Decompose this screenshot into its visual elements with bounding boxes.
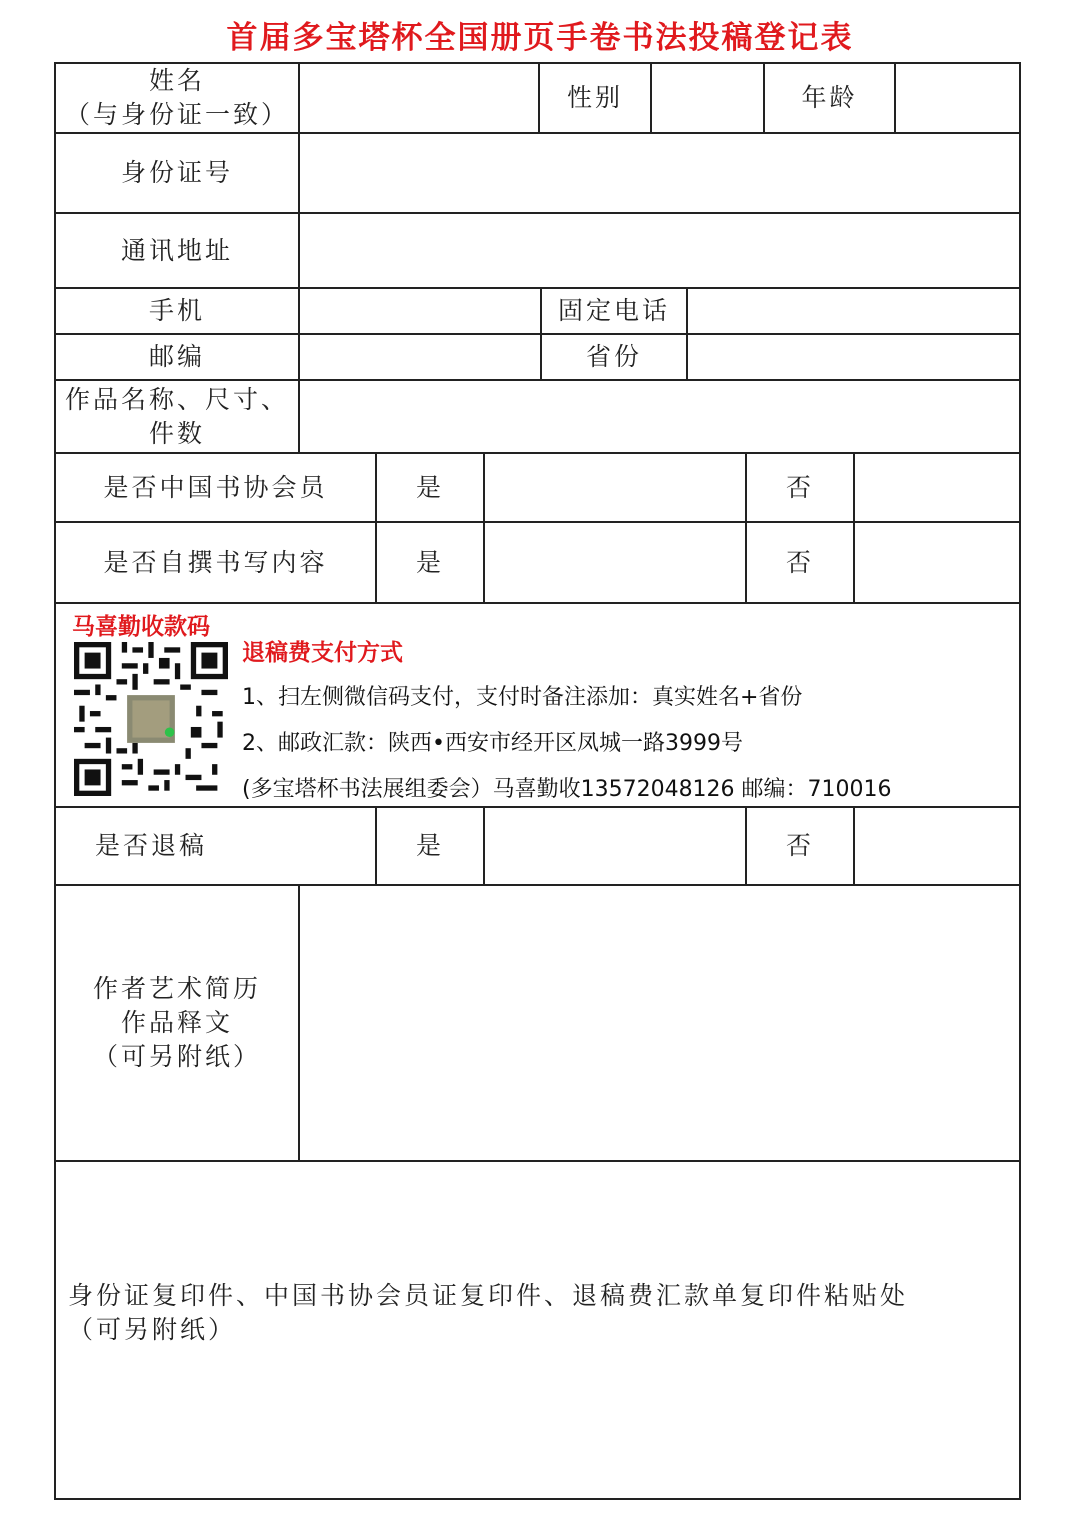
payment-line-1: 1、扫左侧微信码支付，支付时备注添加：真实姓名+省份 (242, 685, 803, 710)
bio-field[interactable] (300, 886, 1021, 1160)
payment-line-2: 2、邮政汇款：陕西•西安市经开区凤城一路3999号 (242, 731, 743, 756)
postcode-label: 邮编 (148, 342, 205, 371)
gender-field[interactable] (652, 64, 763, 132)
name-label: 姓名 （与身份证一致） (64, 66, 289, 129)
address-field[interactable] (300, 214, 1021, 287)
return-question-label: 是否退稿 (94, 831, 207, 860)
age-label: 年龄 (801, 83, 858, 112)
mobile-label: 手机 (148, 296, 205, 325)
works-label: 作品名称、尺寸、 件数 (64, 384, 289, 448)
wechat-qr-code-icon (74, 642, 228, 796)
return-no-label: 否 (785, 831, 814, 860)
member-no-label: 否 (785, 472, 814, 502)
member-no-box[interactable] (855, 454, 1021, 521)
landline-field[interactable] (688, 289, 1021, 333)
form-title: 首届多宝塔杯全国册页手卷书法投稿登记表 (226, 20, 854, 56)
gender-label: 性别 (566, 83, 623, 112)
name-field[interactable] (300, 64, 538, 132)
registration-form (54, 62, 1021, 1500)
works-field[interactable] (300, 381, 1021, 452)
payment-line-3: (多宝塔杯书法展组委会）马喜勤收13572048126 邮编：710016 (242, 777, 892, 802)
payment-heading: 退稿费支付方式 (242, 640, 403, 666)
payment-section (56, 604, 1021, 806)
selfwritten-yes-box[interactable] (485, 523, 745, 602)
bio-label: 作者艺术简历 作品释文 （可另附纸） (92, 974, 261, 1071)
return-yes-box[interactable] (485, 808, 745, 884)
selfwritten-no-box[interactable] (855, 523, 1021, 602)
member-question-label: 是否中国书协会员 (103, 472, 328, 502)
age-field[interactable] (896, 64, 1021, 132)
selfwritten-no-label: 否 (785, 547, 814, 577)
paste-note: （可另附纸） (68, 1315, 237, 1344)
member-yes-box[interactable] (485, 454, 745, 521)
paste-instruction: 身份证复印件、中国书协会员证复印件、退稿费汇款单复印件粘贴处 (68, 1281, 909, 1310)
id-number-label: 身份证号 (120, 158, 233, 187)
paste-area[interactable] (56, 1162, 1021, 1500)
mobile-field[interactable] (300, 289, 540, 333)
qr-caption: 马喜勤收款码 (72, 614, 210, 640)
address-label: 通讯地址 (120, 235, 233, 265)
province-label: 省份 (585, 342, 642, 371)
selfwritten-question-label: 是否自撰书写内容 (103, 547, 328, 577)
id-number-field[interactable] (300, 134, 1021, 212)
province-field[interactable] (688, 335, 1021, 379)
return-yes-label: 是 (415, 831, 444, 860)
return-no-box[interactable] (855, 808, 1021, 884)
member-yes-label: 是 (415, 472, 444, 502)
selfwritten-yes-label: 是 (415, 547, 444, 577)
landline-label: 固定电话 (557, 296, 670, 325)
postcode-field[interactable] (300, 335, 540, 379)
